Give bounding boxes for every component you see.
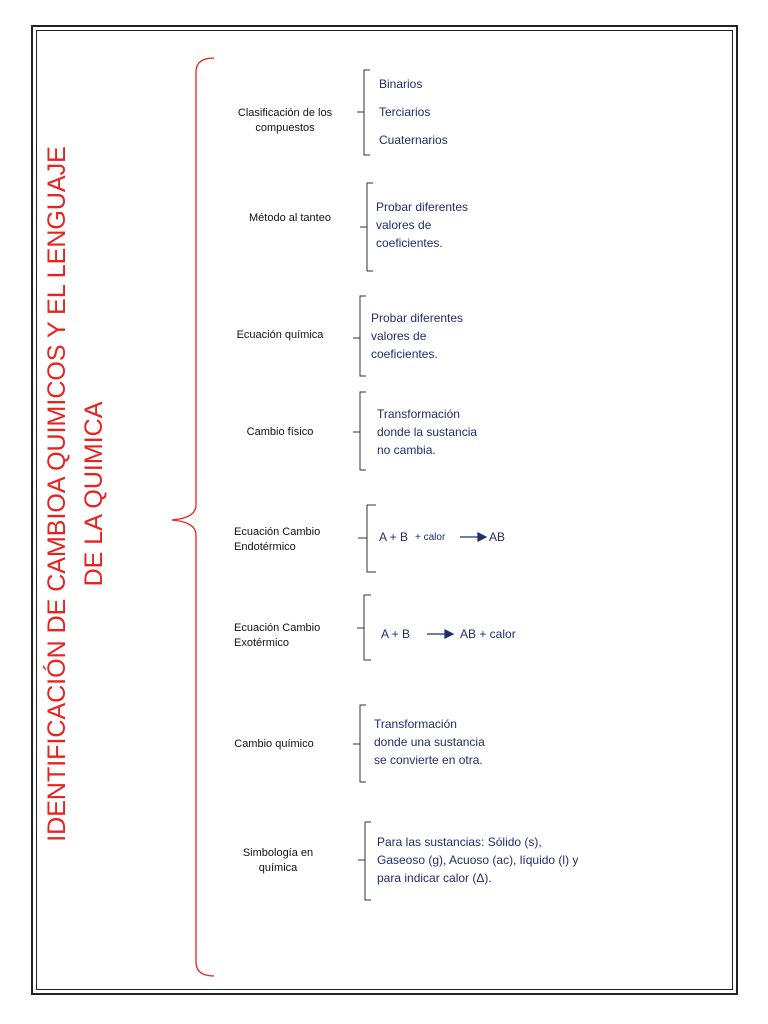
brace-simbologia [358,822,371,900]
text-ecuacion-line-2: valores de [371,329,427,343]
label-endotermico [234,525,320,555]
label-exotermico-line-1: Ecuación Cambio [234,622,321,634]
eq-endotermico-reactants: A + B [379,530,409,544]
text-simbologia-line-1: Para las sustancias: Sólido (s), [377,835,542,849]
text-simbologia-line-2: Gaseoso (g), Acuoso (ac), líquido (l) y [377,853,579,867]
label-exotermico-line-2: Exotérmico [234,637,290,649]
brace-tanteo [360,183,373,271]
label-clasificacion-line-1: Clasificación de los [237,107,333,119]
label-simbologia [218,846,338,876]
item-binarios: Binarios [379,77,423,91]
text-tanteo-line-1: Probar diferentes [376,200,469,214]
brace-endotermico [358,505,376,572]
label-quimico: Cambio químico [234,738,314,750]
brace-fisico [353,392,366,470]
brace-clasificacion [357,70,370,155]
main-title-line-1: IDENTIFICACIÓN DE CAMBIOA QUIMICOS Y EL LENGUAJE [43,146,71,842]
label-simbologia-line-2: química [258,862,298,874]
text-quimico-line-3: se convierte en otra. [374,753,483,767]
label-endotermico-line-2: Endotérmico [234,541,296,553]
text-quimico [374,715,485,769]
text-ecuacion [371,309,463,363]
label-simbologia-line-1: Simbología en [242,847,314,859]
text-simbologia-line-3: para indicar calor (Δ). [377,871,492,885]
brace-quimico [353,705,366,782]
text-fisico-line-1: Transformación [377,407,460,421]
text-fisico-line-2: donde la sustancia [377,425,478,439]
item-cuaternarios: Cuaternarios [379,133,448,147]
text-quimico-line-1: Transformación [374,717,457,731]
eq-exotermico-reactants: A + B [381,627,411,641]
brace-ecuacion [353,296,366,376]
label-endotermico-line-1: Ecuación Cambio [234,526,321,538]
label-tanteo: Método al tanteo [249,212,331,224]
text-tanteo [376,198,468,252]
arrow-exotermico-head [445,630,453,638]
text-ecuacion-line-1: Probar diferentes [371,311,464,325]
eq-endotermico-heat: + calor [415,532,446,543]
main-title-line-2: DE LA QUIMICA [80,401,108,587]
main-brace [172,58,214,976]
label-clasificacion-line-2: compuestos [255,122,315,134]
label-ecuacion: Ecuación química [236,329,324,341]
text-fisico-line-3: no cambia. [377,443,436,457]
arrow-endotermico-head [478,533,486,541]
label-fisico: Cambio físico [246,426,314,438]
label-exotermico [234,621,320,651]
eq-endotermico-product: AB [489,530,506,544]
eq-exotermico-product: AB + calor [460,627,516,641]
text-simbologia [377,833,578,887]
text-tanteo-line-3: coeficientes. [376,236,443,250]
text-quimico-line-2: donde una sustancia [374,735,485,749]
text-ecuacion-line-3: coeficientes. [371,347,438,361]
text-tanteo-line-2: valores de [376,218,432,232]
label-clasificacion [224,106,346,136]
item-terciarios: Terciarios [379,105,431,119]
text-fisico [377,405,477,459]
brace-exotermico [357,595,371,660]
